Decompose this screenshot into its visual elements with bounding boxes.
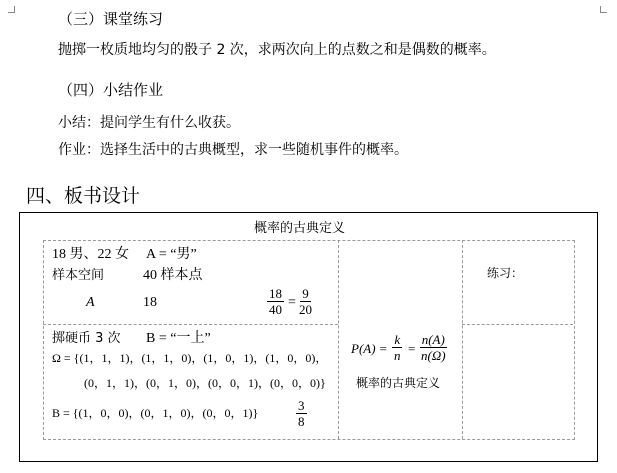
section-3-heading: （三）课堂练习 — [58, 10, 164, 28]
grid-divider-h-left — [43, 324, 338, 325]
corner-mark-left — [8, 6, 15, 13]
section-4-heading: （四）小结作业 — [58, 81, 164, 99]
fraction-nA-nOmega — [419, 332, 448, 363]
corner-mark-right — [600, 6, 607, 13]
fraction-k: k — [394, 332, 401, 347]
fraction-9-20-den: 20 — [299, 302, 312, 317]
fraction-18-40-den: 40 — [269, 302, 282, 317]
omega-set-line-2: (0，1，1)，(0，1，0)，(0，0，1)，(0，0，0)} — [84, 376, 326, 390]
boys-girls-count: 18 男、22 女 — [52, 247, 129, 262]
grid-divider-left — [338, 240, 339, 439]
section-3-text: 抛掷一枚质地均匀的骰子 2 次，求两次向上的点数之和是偶数的概率。 — [58, 42, 496, 58]
fraction-3-8 — [296, 398, 307, 429]
event-a-count: 18 — [143, 295, 157, 310]
homework-line: 作业：选择生活中的古典概型，求一些随机事件的概率。 — [58, 142, 408, 158]
board-title: 概率的古典定义 — [254, 221, 346, 236]
omega-set-line-1: Ω = {(1，1，1)，(1，1，0)，(1，0，1)，(1，0，0)， — [52, 351, 328, 365]
summary-line: 小结：提问学生有什么收获。 — [58, 115, 240, 131]
fraction-9-20-num: 9 — [302, 286, 309, 301]
event-a-def: A = “男” — [146, 247, 197, 262]
formula-equals: = — [408, 341, 416, 356]
fraction-nA: n(A) — [421, 332, 445, 347]
fraction-18-40-num: 18 — [269, 286, 282, 301]
event-a-symbol: A — [86, 295, 95, 310]
event-b-set: B = {(1，0，0)，(0，1，0)，(0，0，1)} — [52, 406, 259, 420]
coin-toss-label: 掷硬币 3 次 — [52, 331, 121, 346]
fraction-9-20 — [297, 286, 314, 317]
sample-point-count: 40 样本点 — [143, 268, 203, 283]
fraction-nOmega: n(Ω) — [421, 348, 446, 363]
formula-lhs: P(A) = — [351, 341, 388, 356]
grid-divider-right — [462, 240, 463, 439]
fraction-n: n — [394, 348, 401, 363]
equals-sign: = — [288, 295, 296, 310]
practice-label: 练习： — [487, 266, 524, 280]
event-b-def: B = “一上” — [146, 331, 211, 346]
grid-divider-h-right — [462, 324, 573, 325]
fraction-3-8-den: 8 — [298, 414, 305, 429]
fraction-18-40 — [267, 286, 284, 317]
sample-space-label: 样本空间 — [52, 268, 105, 283]
formula-caption: 概率的古典定义 — [356, 376, 441, 390]
board-heading: 四、板书设计 — [26, 185, 141, 207]
fraction-3-8-num: 3 — [298, 398, 305, 413]
fraction-k-n — [392, 332, 403, 363]
